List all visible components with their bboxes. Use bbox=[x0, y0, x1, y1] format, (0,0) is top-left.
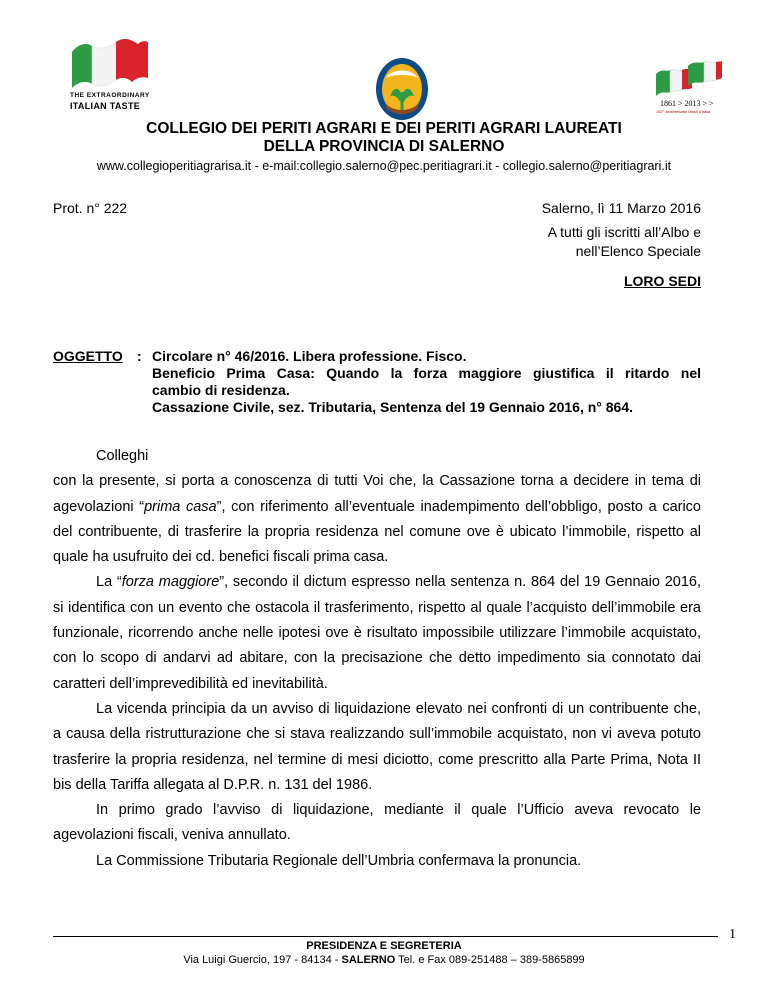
place-date: Salerno, lì 11 Marzo 2016 bbox=[541, 200, 701, 216]
college-title-line1: COLLEGIO DEI PERITI AGRARI E DEI PERITI AGRARI LAUREATI bbox=[146, 120, 622, 137]
loro-sedi: LORO SEDI bbox=[623, 273, 701, 289]
subject-line3: cambio di residenza. bbox=[152, 382, 290, 398]
anniversary-caption: 152° anniversario Unità d'Italia bbox=[656, 109, 711, 114]
addressee-line2: nell’Elenco Speciale bbox=[575, 243, 701, 259]
paragraph-4: In primo grado l’avviso di liquidazione, mediante il quale l’Ufficio aveva revocato le agevolazioni fiscali, veniva annullato. bbox=[53, 802, 701, 844]
subject-line1: Circolare n° 46/2016. Libera professione. Fisco. bbox=[152, 348, 467, 364]
subject-colon: : bbox=[137, 348, 142, 364]
letter-body bbox=[53, 444, 701, 874]
italian-flag-icon bbox=[66, 38, 156, 94]
footer-office: PRESIDENZA E SEGRETERIA bbox=[306, 940, 462, 952]
subject-label: OGGETTO bbox=[53, 348, 123, 364]
greeting: Colleghi bbox=[96, 448, 149, 464]
emblem-icon bbox=[372, 56, 432, 122]
page-number: 1 bbox=[729, 927, 736, 942]
footer-divider bbox=[53, 936, 718, 937]
contact-links[interactable]: www.collegioperitiagrarisa.it - e-mail:collegio.salerno@pec.peritiagrari.it - collegio.salerno@peritiagrari.it bbox=[96, 159, 672, 173]
extraordinary-italian-taste-logo bbox=[66, 38, 156, 114]
college-title-line2: DELLA PROVINCIA DI SALERNO bbox=[263, 138, 505, 155]
anniversary-years: 1861 > 2013 > > bbox=[660, 99, 714, 108]
addressee-line1: A tutti gli iscritti all’Albo e bbox=[547, 224, 701, 240]
logo-line1: THE EXTRAORDINARY bbox=[70, 92, 150, 99]
addressee bbox=[548, 223, 701, 261]
paragraph-2: La “forza maggiore”, secondo il dictum espresso nella sentenza n. 864 del 19 Gennaio 2016, si identifica con un evento che ostacola il trasferimento, rispetto al quale l’acquisto dell’immobile era funzionale, ricorrendo anche nelle ipotesi ove è risultato impossibile utilizzare l’immobile acquistato, con lo scopo di andarvi ad abitare, con la precisazione che detto impedimento sia connotato dai caratteri dell’imprevedibilità ed inevitabilità. bbox=[53, 574, 701, 692]
paragraph-5: La Commissione Tributaria Regionale dell’Umbria confermava la pronuncia. bbox=[96, 852, 582, 869]
paragraph-3: La vicenda principia da un avviso di liquidazione elevato nei confronti di un contribuente che, a causa della ristrutturazione che si stava realizzando sull’immobile acquistato, non vi aveva potuto trasferire la propria residenza, nel termine di mesi diciotto, come prescritto alla Parte Prima, Nota II bis della Tariffa allegata al D.P.R. n. 131 del 1986. bbox=[53, 700, 701, 793]
college-emblem bbox=[372, 56, 432, 122]
footer-address: Via Luigi Guercio, 197 - 84134 - SALERNO Tel. e Fax 089-251488 – 389-5865899 bbox=[183, 954, 585, 966]
protocol-number: Prot. n° 222 bbox=[53, 200, 128, 216]
waving-flags-icon bbox=[652, 58, 722, 98]
unity-anniversary-logo bbox=[652, 58, 722, 114]
paragraph-1: con la presente, si porta a conoscenza di tutti Voi che, la Cassazione torna a decidere in tema di agevolazioni “prima casa”, con riferimento all’eventuale inadempimento dell’obbligo, posto a carico del contribuente, di trasferire la propria residenza nel comune ove è ubicato l’immobile, rispetto al quale ha usufruito dei cd. benefici fiscali prima casa. bbox=[53, 473, 701, 566]
logo-line2: ITALIAN TASTE bbox=[70, 101, 141, 111]
subject-text bbox=[152, 348, 701, 416]
subject-line4: Cassazione Civile, sez. Tributaria, Sentenza del 19 Gennaio 2016, n° 864. bbox=[152, 399, 634, 415]
subject-line2: Beneficio Prima Casa: Quando la forza maggiore giustifica il ritardo nel bbox=[152, 365, 701, 381]
